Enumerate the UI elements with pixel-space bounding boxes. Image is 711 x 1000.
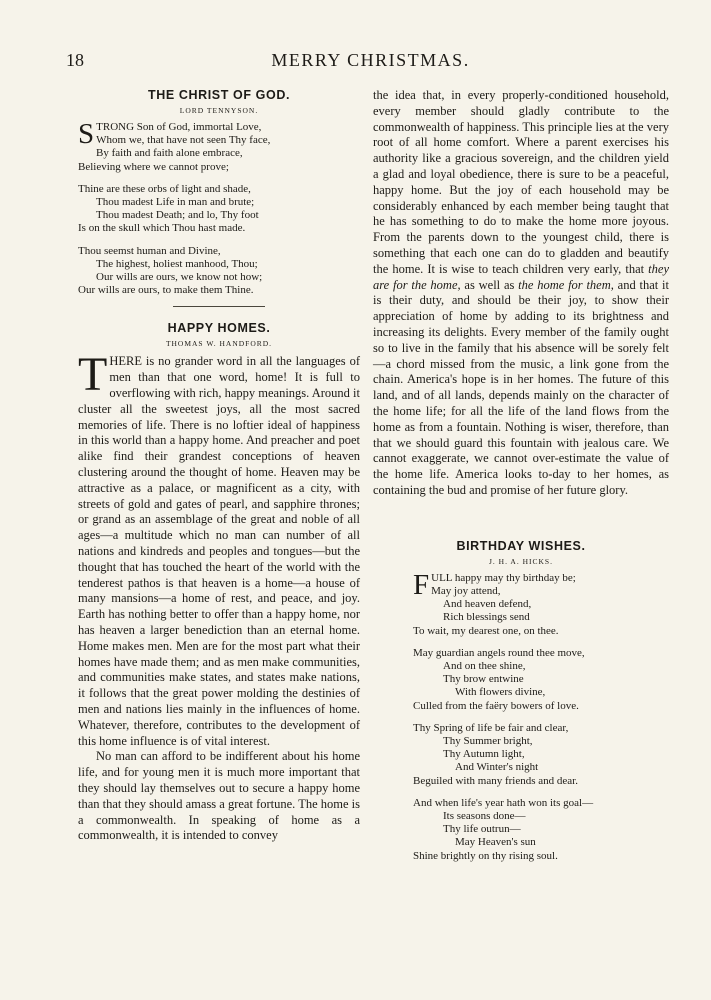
spacer	[373, 499, 669, 539]
poem-author-tennyson: LORD TENNYSON.	[179, 106, 259, 115]
verse-line: And heaven defend,	[443, 598, 532, 611]
verse-line: Our wills are ours, we know not how;	[96, 271, 263, 284]
poem1-stanza-2	[78, 183, 360, 236]
poem1-stanza-1	[78, 118, 360, 174]
drop-cap-t: T	[78, 348, 108, 402]
poem2-stanza-2	[413, 647, 669, 713]
verse-line: Thy Summer bright,	[443, 734, 533, 747]
verse-line: Whom we, that have not seen Thy face,	[96, 134, 271, 147]
poem-title-christ-of-god: THE CHRIST OF GOD.	[147, 88, 291, 102]
page-header	[66, 50, 675, 74]
verse-line: ULL happy may thy birthday be;	[431, 571, 576, 584]
birthday-poem	[373, 568, 669, 863]
verse-line: To wait, my dearest one, on thee.	[413, 624, 559, 637]
right-column	[373, 88, 669, 872]
verse-line: Rich blessings send	[443, 611, 530, 624]
poem2-stanza-3	[413, 722, 669, 788]
essay-author-handford: THOMAS W. HANDFORD.	[165, 339, 273, 349]
essay-text: as well as	[460, 277, 519, 292]
running-title: MERRY CHRISTMAS.	[271, 50, 470, 70]
essay-paragraph-1	[78, 348, 360, 749]
verse-line: Believing where we cannot prove;	[78, 160, 229, 173]
verse-line: May joy attend,	[431, 584, 501, 597]
verse-line: Thou madest Life in man and brute;	[96, 196, 255, 209]
essay-title-happy-homes: HAPPY HOMES.	[167, 321, 271, 336]
verse-line: Thy Spring of life be fair and clear,	[413, 721, 569, 734]
verse-line: Is on the skull which Thou hast made.	[78, 222, 246, 235]
poem2-stanza-4	[413, 797, 669, 863]
poem-author-hicks: J. H. A. HICKS.	[489, 556, 553, 566]
verse-line: Thy life outrun—	[443, 823, 521, 836]
essay-text: and that it is their duty, and should be their joy, to show their appreciation of home by adding to its brightness and increasing its delights. Every member of the family ought so to live in the family that his absence will be sorely felt—a chord missed from the music, a link gone from the chain. America's hope is in her homes. The future of this land, and of all lands, depends mainly on the character of the home life; for all the life of the land flows from the home as from a fountain. Nothing is wiser, therefore, than that we should guard this fountain with jealous care. We cannot exaggerate, we cannot over-estimate the value of the home life. America looks to-day to her homes, as containing the bud and promise of her future glory.	[373, 277, 669, 497]
left-column	[78, 88, 360, 844]
verse-line: Thou seemst human and Divine,	[78, 244, 221, 257]
verse-line: Its seasons done—	[443, 809, 526, 822]
drop-cap-s: S	[78, 118, 95, 150]
section-divider	[173, 306, 265, 307]
essay-paragraph-2: No man can afford to be indifferent about his home life, and for young men it is much more important that they should lay themselves out to secure a happy home than that they should amass a great fortune. The home is a commonwealth. In speaking of home as a commonwealth, it is intended to convey	[78, 749, 360, 843]
poem1-stanza-3	[78, 245, 360, 298]
verse-line: And Winter's night	[455, 761, 539, 774]
verse-line: And on thee shine,	[443, 659, 526, 672]
poem-title-birthday-wishes: BIRTHDAY WISHES.	[456, 538, 586, 553]
verse-line: With flowers divine,	[455, 686, 546, 699]
essay-text: the idea that, in every properly-conditioned household, every member should gladly contribute to the commonwealth of happiness. This principle lies at the very root of all home comfort. Where a parent exercises his authority like a gracious sovereign, and the children yield a glad and loyal obedience, there is sure to be a peaceful, happy home. But the joy of each household may be considerably enhanced by each member being taught that he has something to do to make the home more joyous. From the parents down to the youngest child, there is something that each one can do to gladden and beautify the home. It is wise to teach children very early, that	[373, 88, 669, 276]
page-number: 18	[66, 50, 84, 70]
verse-line: May guardian angels round thee move,	[413, 646, 585, 659]
verse-line: Thy brow entwine	[443, 673, 524, 686]
verse-line: Beguiled with many friends and dear.	[413, 774, 578, 787]
verse-line: Thy Autumn light,	[443, 748, 525, 761]
drop-cap-f: F	[413, 568, 430, 601]
essay-emphasis: they are for the home,	[373, 261, 669, 292]
essay-emphasis: the home for them,	[518, 277, 614, 292]
verse-line: Thou madest Death; and lo, Thy foot	[96, 209, 259, 222]
verse-line: TRONG Son of God, immortal Love,	[96, 121, 262, 133]
verse-line: The highest, holiest manhood, Thou;	[96, 257, 258, 270]
essay-paragraph-1-text: HERE is no grander word in all the languages of men than that one word, home! It is full to overflowing with rich, happy meanings. Around it cluster all the sweetest joys, all the most sacred memories of life. There is no loftier ideal of happiness in this world than a happy home. And preacher and poet alike find their grandest conceptions of heaven clustering around the thought of home. Heaven may be attractive as a palace, or magnificent as a city, with streets of gold and gates of pearl, and sapphire thrones; or grand as an assemblage of the great and noble of all ages—a multitude which no man can number of all nations and kindreds and peoples and tongues—but the thought that has touched the heart of the world with the tenderest pathos is that heaven is a home—a house of many mansions—a home of rest, and peace, and joy. Earth has nothing better to offer than a happy home, nor has heaven a larger benediction than an eternal home. Home makes men. Men are for the most part what their homes have made them; and as men make communities, and communities make states, and states make nations, it follows that the great power molding the destinies of men and nations lies mainly in the influences of home. Whatever, therefore, contributes to the development of this home influence is of vital interest.	[78, 354, 360, 748]
poem2-stanza-1	[413, 568, 669, 638]
essay-paragraph-2-continued	[373, 88, 669, 499]
verse-line: Shine brightly on thy rising soul.	[413, 849, 558, 862]
verse-line: Our wills are ours, to make them Thine.	[78, 284, 254, 297]
verse-line: And when life's year hath won its goal—	[413, 796, 594, 809]
verse-line: Culled from the faëry bowers of love.	[413, 699, 579, 712]
verse-line: May Heaven's sun	[455, 836, 536, 849]
verse-line: Thine are these orbs of light and shade,	[78, 182, 251, 195]
verse-line: By faith and faith alone embrace,	[96, 147, 243, 160]
